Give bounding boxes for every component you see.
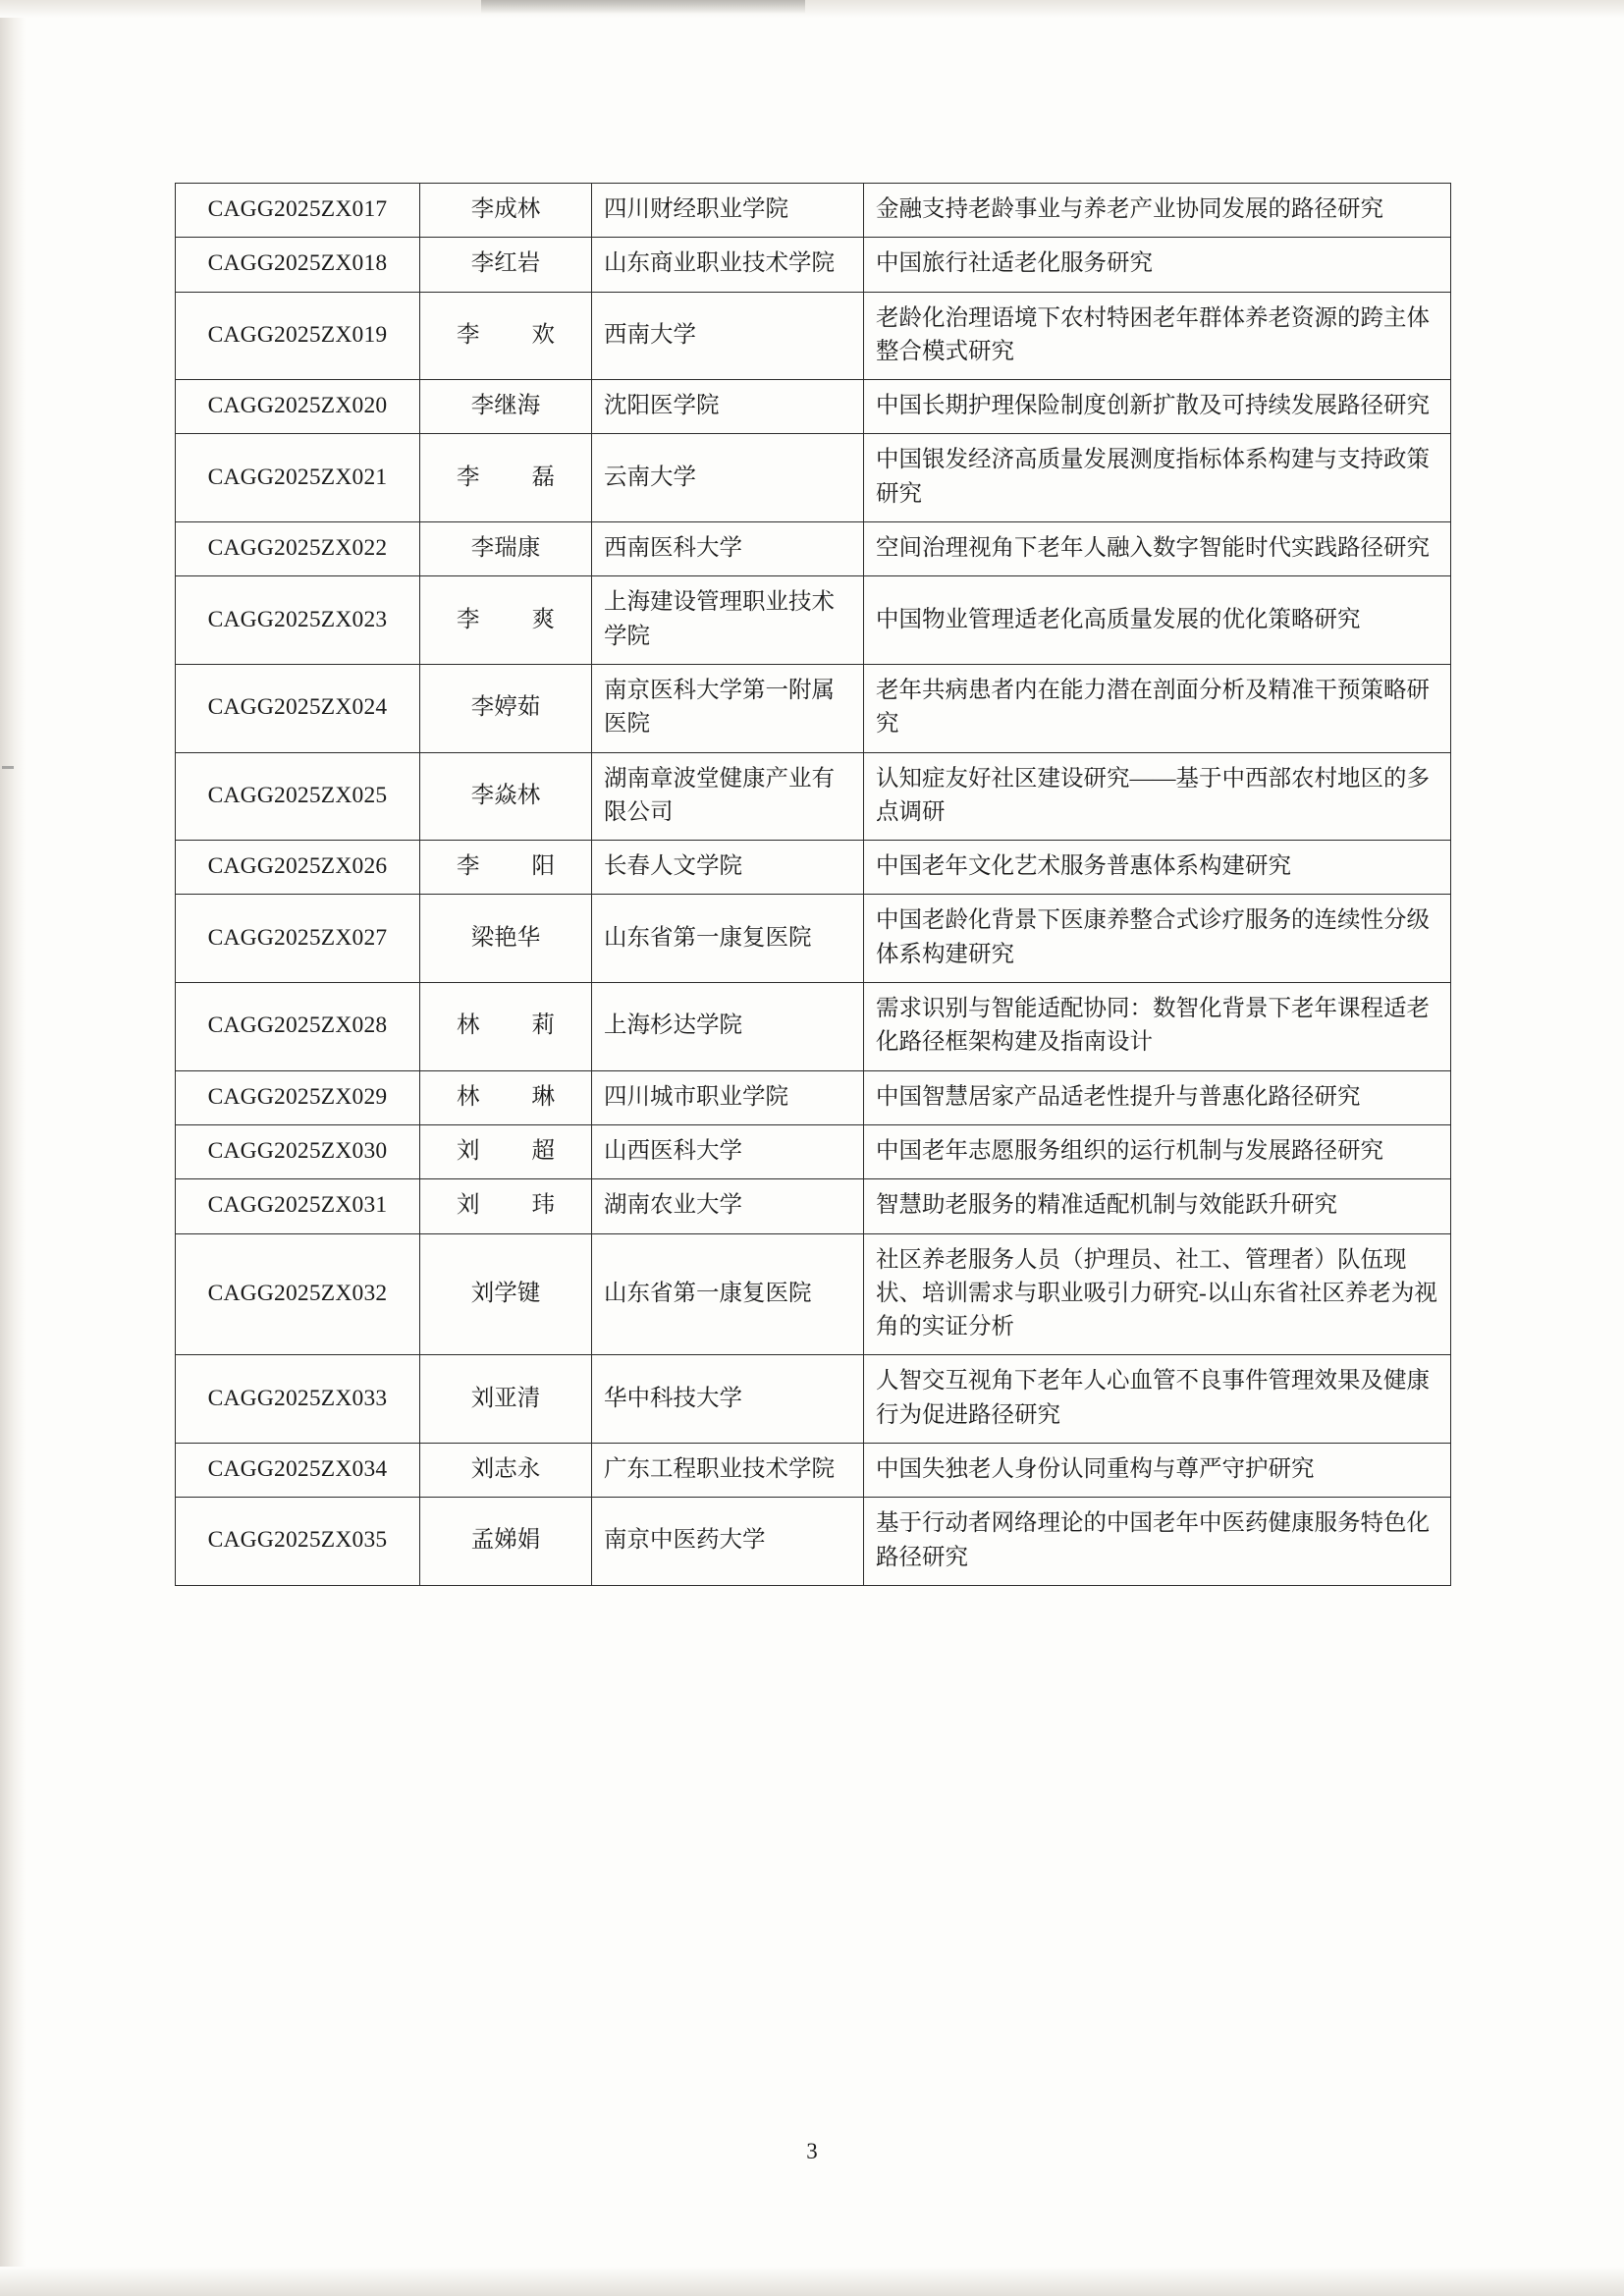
organization-cell: 四川财经职业学院	[592, 184, 864, 238]
principal-name-text: 刘 玮	[457, 1192, 555, 1219]
project-code-cell: CAGG2025ZX019	[176, 292, 420, 380]
page-edge-shadow-bottom	[0, 2267, 1624, 2296]
project-title-cell: 中国旅行社适老化服务研究	[864, 238, 1451, 292]
principal-name-text: 李 爽	[457, 606, 555, 632]
principal-name-cell: 刘亚清	[420, 1355, 592, 1444]
project-code-cell: CAGG2025ZX022	[176, 522, 420, 576]
project-title-cell: 基于行动者网络理论的中国老年中医药健康服务特色化路径研究	[864, 1498, 1451, 1586]
table-row	[176, 664, 1451, 752]
table-row	[176, 1498, 1451, 1586]
principal-name-cell	[420, 1179, 592, 1233]
table-row	[176, 983, 1451, 1071]
project-code-cell: CAGG2025ZX033	[176, 1355, 420, 1444]
project-code-cell: CAGG2025ZX028	[176, 983, 420, 1071]
project-title-cell: 老龄化治理语境下农村特困老年群体养老资源的跨主体整合模式研究	[864, 292, 1451, 380]
scan-artifact	[481, 0, 805, 14]
organization-cell: 西南大学	[592, 292, 864, 380]
document-content	[175, 183, 1451, 1586]
project-title-cell: 中国银发经济高质量发展测度指标体系构建与支持政策研究	[864, 434, 1451, 522]
table-row	[176, 522, 1451, 576]
project-title-cell: 中国物业管理适老化高质量发展的优化策略研究	[864, 576, 1451, 665]
project-code-cell: CAGG2025ZX017	[176, 184, 420, 238]
project-title-cell: 中国失独老人身份认同重构与尊严守护研究	[864, 1444, 1451, 1498]
table-row	[176, 841, 1451, 895]
project-code-cell: CAGG2025ZX025	[176, 752, 420, 841]
project-title-cell: 空间治理视角下老年人融入数字智能时代实践路径研究	[864, 522, 1451, 576]
table-row	[176, 1233, 1451, 1355]
principal-name-cell	[420, 1070, 592, 1124]
principal-name-cell: 刘学键	[420, 1233, 592, 1355]
project-title-cell: 中国长期护理保险制度创新扩散及可持续发展路径研究	[864, 380, 1451, 434]
project-code-cell: CAGG2025ZX026	[176, 841, 420, 895]
principal-name-cell: 李红岩	[420, 238, 592, 292]
principal-name-cell	[420, 434, 592, 522]
organization-cell: 四川城市职业学院	[592, 1070, 864, 1124]
organization-cell: 云南大学	[592, 434, 864, 522]
principal-name-cell: 李瑞康	[420, 522, 592, 576]
project-code-cell: CAGG2025ZX035	[176, 1498, 420, 1586]
organization-cell: 湖南章波堂健康产业有限公司	[592, 752, 864, 841]
project-code-cell: CAGG2025ZX029	[176, 1070, 420, 1124]
project-code-cell: CAGG2025ZX021	[176, 434, 420, 522]
organization-cell: 南京医科大学第一附属医院	[592, 664, 864, 752]
table-row	[176, 1124, 1451, 1178]
project-title-cell: 智慧助老服务的精准适配机制与效能跃升研究	[864, 1179, 1451, 1233]
table-row	[176, 184, 1451, 238]
project-title-cell: 中国老年文化艺术服务普惠体系构建研究	[864, 841, 1451, 895]
table-row	[176, 434, 1451, 522]
principal-name-cell	[420, 841, 592, 895]
organization-cell: 西南医科大学	[592, 522, 864, 576]
organization-cell: 沈阳医学院	[592, 380, 864, 434]
project-code-cell: CAGG2025ZX020	[176, 380, 420, 434]
principal-name-cell	[420, 1124, 592, 1178]
principal-name-cell: 李成林	[420, 184, 592, 238]
table-row	[176, 292, 1451, 380]
project-code-cell: CAGG2025ZX024	[176, 664, 420, 752]
project-code-cell: CAGG2025ZX030	[176, 1124, 420, 1178]
organization-cell: 山东省第一康复医院	[592, 895, 864, 983]
project-title-cell: 老年共病患者内在能力潜在剖面分析及精准干预策略研究	[864, 664, 1451, 752]
principal-name-cell	[420, 292, 592, 380]
project-code-cell: CAGG2025ZX031	[176, 1179, 420, 1233]
project-code-cell: CAGG2025ZX018	[176, 238, 420, 292]
principal-name-cell: 李婷茹	[420, 664, 592, 752]
organization-cell: 山东省第一康复医院	[592, 1233, 864, 1355]
page-edge-shadow-top	[0, 0, 1624, 18]
table-row	[176, 752, 1451, 841]
organization-cell: 山西医科大学	[592, 1124, 864, 1178]
table-row	[176, 1444, 1451, 1498]
project-title-cell: 中国老龄化背景下医康养整合式诊疗服务的连续性分级体系构建研究	[864, 895, 1451, 983]
organization-cell: 上海建设管理职业技术学院	[592, 576, 864, 665]
organization-cell: 长春人文学院	[592, 841, 864, 895]
project-title-cell: 中国智慧居家产品适老性提升与普惠化路径研究	[864, 1070, 1451, 1124]
project-title-cell: 社区养老服务人员（护理员、社工、管理者）队伍现状、培训需求与职业吸引力研究-以山东省社区养老为视角的实证分析	[864, 1233, 1451, 1355]
organization-cell: 华中科技大学	[592, 1355, 864, 1444]
principal-name-cell	[420, 576, 592, 665]
project-title-cell: 人智交互视角下老年人心血管不良事件管理效果及健康行为促进路径研究	[864, 1355, 1451, 1444]
principal-name-text: 林 琳	[457, 1083, 555, 1110]
principal-name-text: 林 莉	[457, 1012, 555, 1039]
binding-mark	[2, 766, 14, 769]
organization-cell: 上海杉达学院	[592, 983, 864, 1071]
organization-cell: 湖南农业大学	[592, 1179, 864, 1233]
organization-cell: 南京中医药大学	[592, 1498, 864, 1586]
approved-projects-table	[175, 183, 1451, 1586]
project-title-cell: 金融支持老龄事业与养老产业协同发展的路径研究	[864, 184, 1451, 238]
principal-name-cell	[420, 983, 592, 1071]
organization-cell: 山东商业职业技术学院	[592, 238, 864, 292]
project-title-cell: 认知症友好社区建设研究——基于中西部农村地区的多点调研	[864, 752, 1451, 841]
table-row	[176, 895, 1451, 983]
project-code-cell: CAGG2025ZX023	[176, 576, 420, 665]
principal-name-cell: 孟娣娟	[420, 1498, 592, 1586]
table-row	[176, 238, 1451, 292]
principal-name-cell: 李继海	[420, 380, 592, 434]
page-number: 3	[806, 2139, 818, 2163]
principal-name-text: 李 欢	[457, 321, 555, 348]
project-title-cell: 需求识别与智能适配协同：数智化背景下老年课程适老化路径框架构建及指南设计	[864, 983, 1451, 1071]
project-title-cell: 中国老年志愿服务组织的运行机制与发展路径研究	[864, 1124, 1451, 1178]
project-code-cell: CAGG2025ZX034	[176, 1444, 420, 1498]
project-code-cell: CAGG2025ZX027	[176, 895, 420, 983]
principal-name-text: 李 磊	[457, 464, 555, 490]
table-row	[176, 1070, 1451, 1124]
principal-name-cell: 梁艳华	[420, 895, 592, 983]
table-row	[176, 576, 1451, 665]
principal-name-text: 李 阳	[457, 853, 555, 880]
principal-name-text: 刘 超	[457, 1137, 555, 1164]
project-code-cell: CAGG2025ZX032	[176, 1233, 420, 1355]
table-row	[176, 1355, 1451, 1444]
principal-name-cell: 李焱林	[420, 752, 592, 841]
table-row	[176, 380, 1451, 434]
page-edge-shadow-left	[0, 0, 26, 2296]
principal-name-cell: 刘志永	[420, 1444, 592, 1498]
organization-cell: 广东工程职业技术学院	[592, 1444, 864, 1498]
table-row	[176, 1179, 1451, 1233]
